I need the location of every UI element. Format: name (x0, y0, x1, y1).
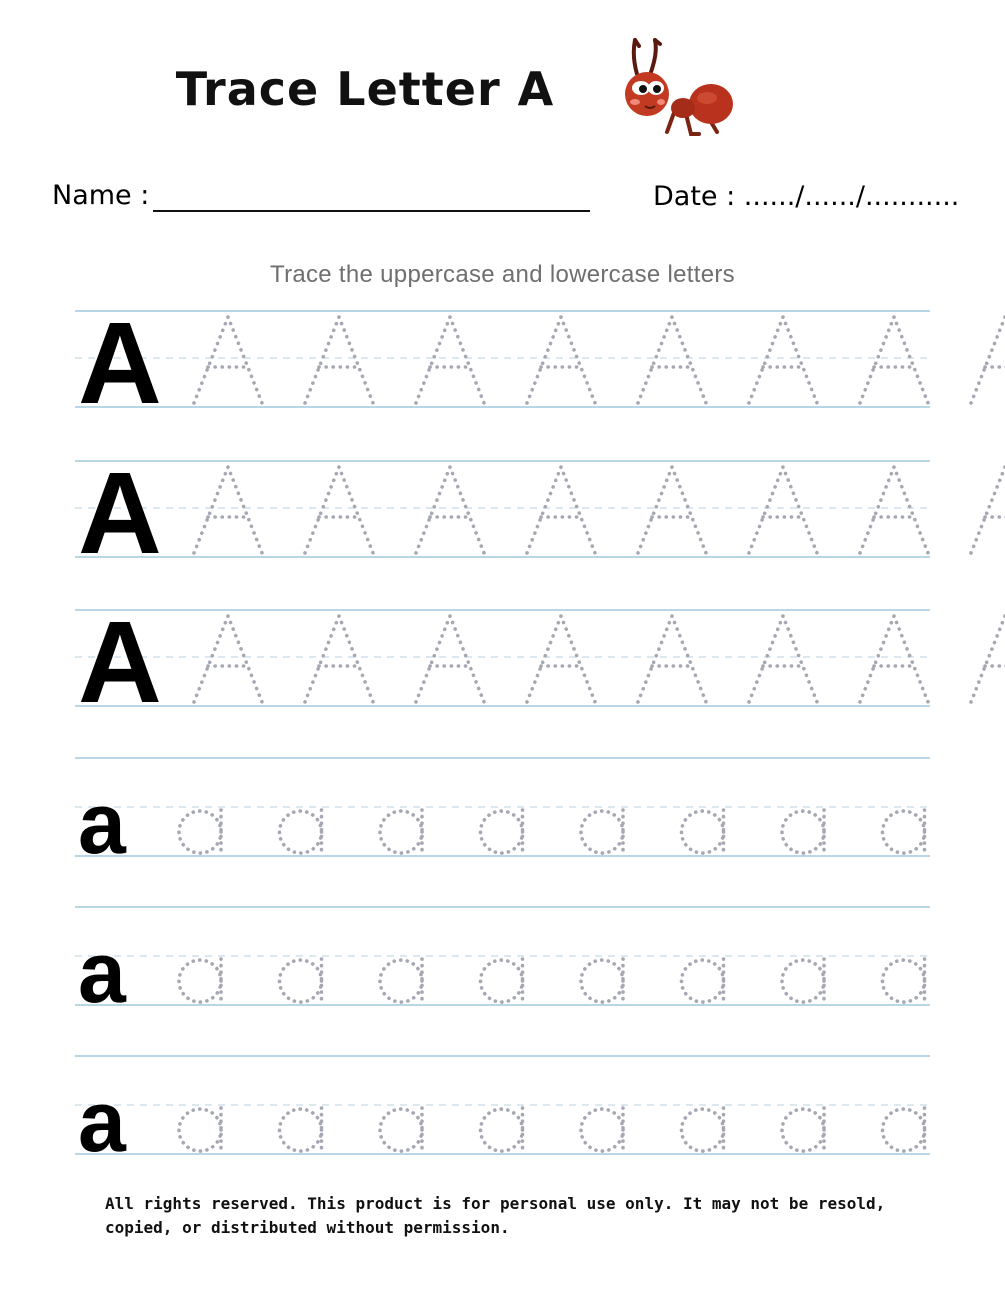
trace-letter-lowercase (581, 810, 623, 854)
trace-letter-lowercase (179, 1108, 221, 1152)
trace-letter-lowercase (179, 959, 221, 1003)
trace-letter-lowercase (682, 810, 724, 854)
trace-letter-lowercase (280, 959, 322, 1003)
model-letter-lowercase: a (78, 776, 126, 872)
trace-letter-lowercase (682, 1108, 724, 1152)
trace-letter-lowercase (280, 1108, 322, 1152)
trace-letter-lowercase (581, 1108, 623, 1152)
trace-letter-uppercase (416, 317, 484, 403)
trace-letter-uppercase (527, 317, 595, 403)
trace-letter-lowercase (682, 959, 724, 1003)
model-letter-uppercase: A (78, 597, 162, 727)
trace-letter-lowercase (883, 1108, 925, 1152)
trace-letter-lowercase (782, 959, 824, 1003)
trace-letter-uppercase (749, 467, 817, 553)
trace-letter-lowercase (883, 959, 925, 1003)
trace-letter-uppercase (971, 467, 1005, 553)
trace-letter-lowercase (481, 1108, 523, 1152)
trace-letter-uppercase (194, 616, 262, 702)
copyright-notice: All rights reserved. This product is for personal use only. It may not be resold, copied, or distributed without permission. (105, 1194, 886, 1237)
trace-letter-lowercase (782, 1108, 824, 1152)
trace-letter-lowercase (481, 810, 523, 854)
trace-letter-uppercase (971, 317, 1005, 403)
trace-letter-uppercase (638, 317, 706, 403)
trace-letter-uppercase (860, 467, 928, 553)
instruction-text: Trace the uppercase and lowercase letters (270, 261, 735, 288)
trace-letter-uppercase (749, 317, 817, 403)
model-letter-lowercase: a (78, 925, 126, 1021)
trace-letter-uppercase (971, 616, 1005, 702)
trace-letter-uppercase (305, 467, 373, 553)
trace-letter-uppercase (638, 616, 706, 702)
page-title: Trace Letter A (175, 62, 555, 116)
trace-letter-lowercase (883, 810, 925, 854)
model-letter-uppercase: A (78, 448, 162, 578)
trace-letter-lowercase (380, 1108, 422, 1152)
date-field[interactable]: Date : ....../....../........... (653, 181, 960, 212)
model-letter-uppercase: A (78, 298, 162, 428)
trace-letter-lowercase (179, 810, 221, 854)
trace-letter-uppercase (416, 616, 484, 702)
trace-letter-uppercase (527, 616, 595, 702)
trace-letter-uppercase (860, 317, 928, 403)
trace-letter-uppercase (749, 616, 817, 702)
name-label: Name : (52, 180, 150, 211)
model-letter-lowercase: a (78, 1074, 126, 1170)
trace-letter-uppercase (305, 616, 373, 702)
trace-letter-lowercase (481, 959, 523, 1003)
trace-letter-uppercase (194, 317, 262, 403)
trace-letter-uppercase (416, 467, 484, 553)
trace-letter-lowercase (280, 810, 322, 854)
trace-letter-lowercase (380, 959, 422, 1003)
trace-letter-lowercase (380, 810, 422, 854)
trace-letter-uppercase (860, 616, 928, 702)
trace-letter-lowercase (782, 810, 824, 854)
trace-letter-uppercase (305, 317, 373, 403)
trace-letter-uppercase (194, 467, 262, 553)
trace-letter-uppercase (638, 467, 706, 553)
trace-letter-lowercase (581, 959, 623, 1003)
trace-letter-uppercase (527, 467, 595, 553)
